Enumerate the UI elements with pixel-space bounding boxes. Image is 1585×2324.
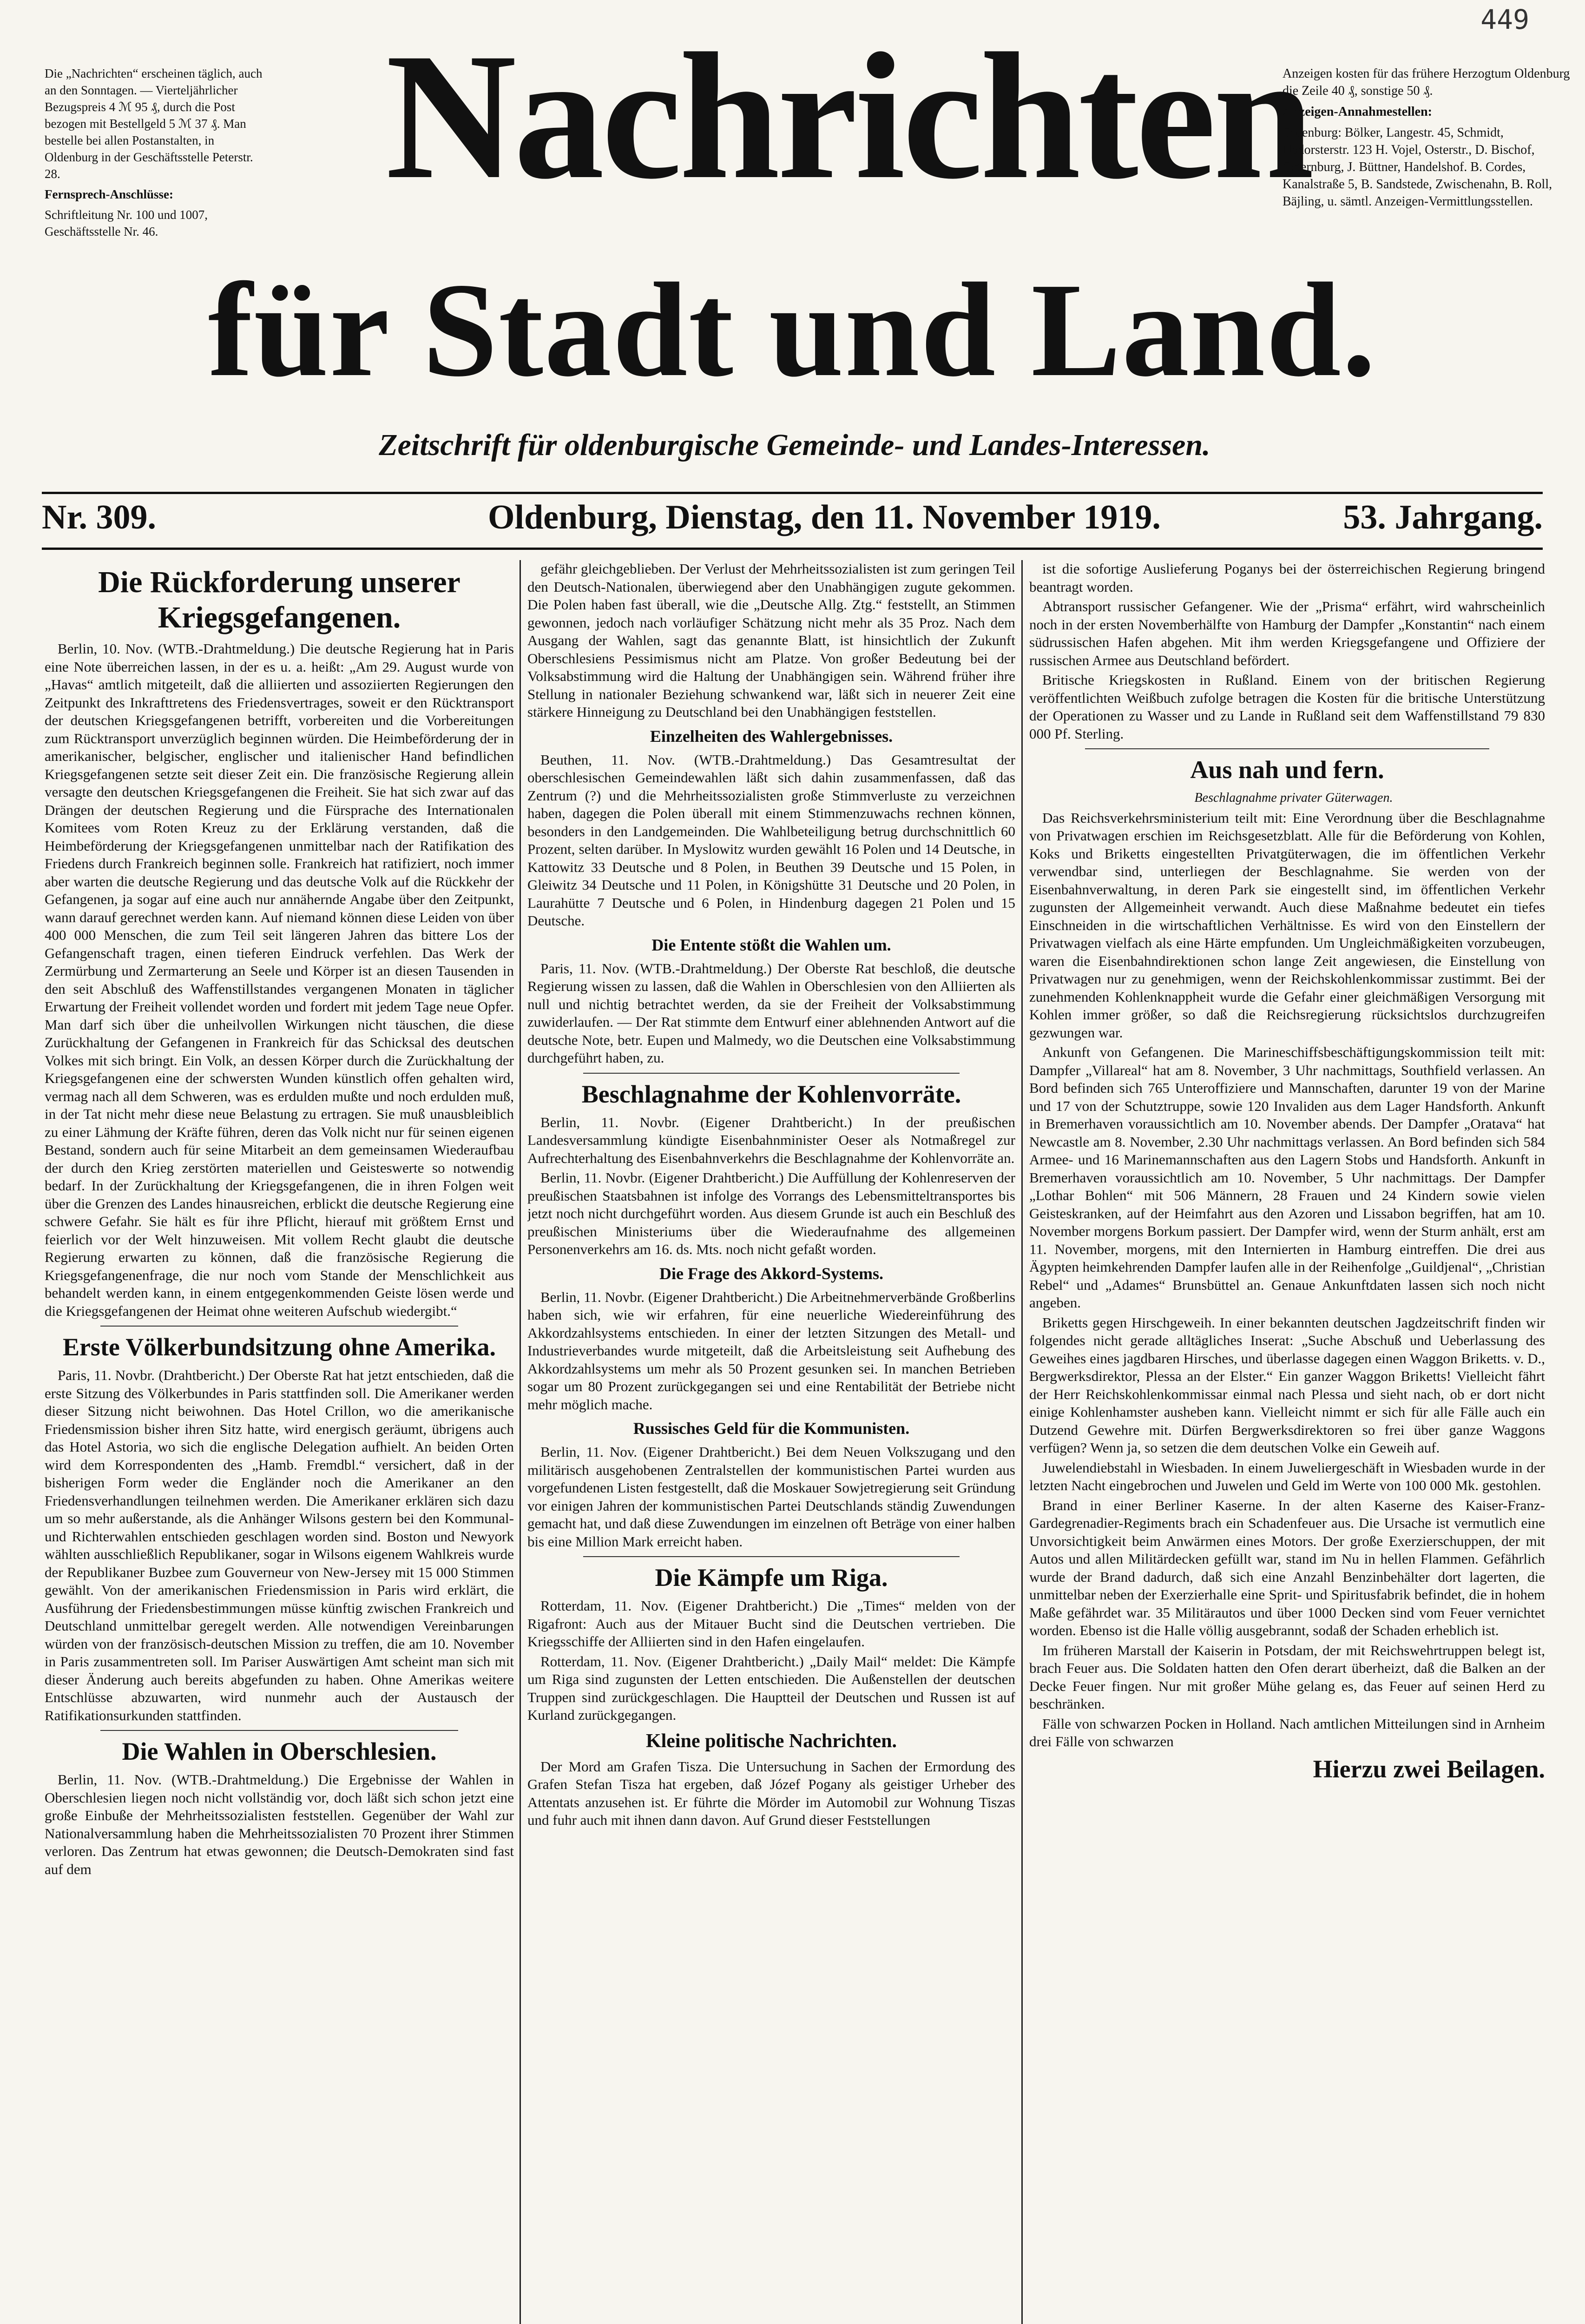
masthead-subtitle: Zeitschrift für oldenburgische Gemeinde- und Landes-Interessen. <box>379 428 1210 462</box>
section-heading-aus-nah-und-fern: Aus nah und fern. <box>1190 756 1384 784</box>
column-3 <box>1029 560 1545 2324</box>
article-heading-kohlenvorraete: Beschlagnahme der Kohlenvorräte. <box>581 1080 961 1108</box>
article-text: Im früheren Marstall der Kaiserin in Potsdam, der mit Reichswehrtruppen belegt ist, brach Feuer aus. Die Soldaten hatten den Ofen derart überheizt, daß die Balken an der Decke Feuer fingen. Nur mit großer Mühe gelang es, das Feuer auf seinen Herd zu beschränken. <box>1029 1642 1545 1712</box>
volume: 53. Jahrgang. <box>1343 498 1543 536</box>
article-text: ist die sofortige Auslieferung Poganys bei der österreichischen Regierung bringend beantragt worden. <box>1029 561 1545 595</box>
column-1 <box>45 560 514 2324</box>
ads-price-text: Anzeigen kosten für das frühere Herzogtum Oldenburg die Zeile 40 ₰, sonstige 50 ₰. <box>1282 66 1570 98</box>
article-text: Briketts gegen Hirschgeweih. In einer bekannten deutschen Jagdzeitschrift finden wir folgendes nicht gerade alltägliches Inserat: „Suche Abschuß und Ueberlassung des Geweihes eines jagdbaren Hirsches, und überlasse dagegen einen Waggon Briketts. v. D., Bergwerksdirektor, Plessa an der Elster.“ Ein ganzer Waggon Briketts! Vielleicht fährt der Herr Reichskohlenkommissar einmal nach Plessa und sieht nach, ob er dort nicht einige Kohlenhamster ausheben kann. Vielleicht nimmt er sich für alle Fälle auch ein Dutzend Gewehre mit. Dürfen Bergwerksdirektoren so frei über ganze Waggons verfügen? Wenn ja, so setzen die dem deutschen Volke ein Geweih auf. <box>1029 1314 1545 1456</box>
masthead-title-line2: für Stadt und Land. <box>208 255 1377 404</box>
article-text: Paris, 11. Novbr. (Drahtbericht.) Der Oberste Rat hat jetzt entschieden, daß die erste Sitzung des Völkerbundes in Paris stattfinden soll. Die Amerikaner werden dieser Sitzung nicht beiwohnen. Das Hotel Crillon, wo die amerikanische Friedensmission bisher ihren Sitz hatte, wird energisch geräumt, übrigens auch das Hotel Astoria, wo sich die englische Delegation aufhielt. An beiden Orten wird dem Korrespondenten des „Hamb. Fremdbl.“ versichert, daß in der bisherigen Form weder die Engländer noch die Amerikaner an den Friedensverhandlungen teilnehmen werden. Die Amerikaner erklären sich dazu um so mehr außerstande, als die Anhänger Wilsons gestern bei den Kommunal- und Richterwahlen entschieden geschlagen worden sind. Boston und Newyork wählten ausschließlich Republikaner, sogar in Wilsons eigenem Wahlkreis wurde der Republikaner Buzbee zum Gouverneur von New-Jersey mit 15 000 Stimmen gewählt. Von der amerikanischen Friedensmission in Paris wird erklärt, die Ausführung der Friedensbestimmungen müsse künftig zwischen Frankreich und Deutschland unmittelbar geregelt werden. Alle notwendigen Vereinbarungen würden von der französisch-deutschen Mission zu treffen, die am 10. November in Paris zusammentreten soll. Im Pariser Auswärtigen Amt scheint man sich mit dieser Änderung auch bereits abgefunden zu haben. Ohne Amerikas weitere Entschlüsse abzuwarten, wird nunmehr auch der Austausch der Ratifikationsurkunden stattfinden. <box>45 1367 514 1723</box>
article-text: Britische Kriegskosten in Rußland. Einem von der britischen Regierung veröffentlichten Weißbuch zufolge betragen die Kosten für die britische Unterstützung der Operationen zu Wasser und zu Lande in Rußland seit dem Waffenstillstand 79 830 000 Pf. Sterling. <box>1029 672 1545 742</box>
article-text: Das Reichsverkehrsministerium teilt mit: Eine Verordnung über die Beschlagnahme von Privatwagen erschien im Reichsgesetzblatt. Alle für die Beförderung von Kohlen, Koks und Briketts eingestellten Privatgüterwagen, die im öffentlichen Verkehr verwendbar sind, unterliegen der Beschlagnahme. Sie werden von der Eisenbahnverwaltung, in deren Park sie eingestellt sind, im öffentlichen Verkehr zugunsten der Allgemeinheit verwandt. Auch diese Maßnahme bedeutet ein tiefes Einschneiden in die wirtschaftlichen Verhältnisse. Es wird von den Einstellern der Privatwagen vielfach als eine Härte empfunden. Um Ungleichmäßigkeiten vorzubeugen, waren die Eisenbahndirektionen schon lange Zeit angewiesen, die Einstellung von Privatwagen nur zu genehmigen, wenn der Reichskohlenkommissar zustimmt. Bei der zunehmenden Kohlenknappheit wurde die Gefahr einer gleichmäßigen Versorgung mit Kohlen immer größer, so daß die Reichsregierung rücksichtslos durchzugreifen gezwungen war. <box>1029 809 1545 1041</box>
article-heading-kriegsgefangene: Die Rückforderung unserer Kriegsgefangenen. <box>98 565 460 634</box>
article-heading-wahlergebnis: Einzelheiten des Wahlergebnisses. <box>650 726 893 746</box>
article-heading-kleine-nachrichten: Kleine politische Nachrichten. <box>645 1730 897 1752</box>
article-text: Abtransport russischer Gefangener. Wie der „Prisma“ erfährt, wird wahrscheinlich noch in der ersten Novemberhälfte von Hamburg der Dampfer „Konstantin“ nach einem südrussischen Hafen abgehen. Mit ihm werden Kriegsgefangene und Offiziere der russischen Armee aus Deutschland befördert. <box>1029 598 1545 668</box>
article-text: Berlin, 11. Novbr. (Eigener Drahtbericht.) Die Arbeitnehmerverbände Großberlins haben sich, wie wir erfahren, für eine neuerliche Wiedereinführung des Akkordzahlsystems entschieden. In einer der letzten Sitzungen des Metall- und Industrieverbandes wurde mitgeteilt, daß die Arbeitsleistung seit Aufhebung des Akkordzahlsystems um mehr als 50 Prozent gesunken sei. In manchen Betrieben sogar um 80 Prozent zurückgegangen sei und eine Rentabilität der Betriebe nicht mehr möglich mache. <box>527 1288 1015 1413</box>
article-text: Ankunft von Gefangenen. Die Marineschiffsbeschäftigungskommission teilt mit: Dampfer „Villareal“ hat am 8. November, 3 Uhr nachmittags, Southfield verlassen. An Bord befinden sich 765 Unteroffiziere und Mannschaften, darunter 19 von der Marine und 17 von der Schutztruppe, sowie 120 Invaliden aus dem Lager Handsforth. Ankunft in Bremerhaven voraussichtlich am 10. November abends. Der Dampfer „Oratava“ hat Newcastle am 8. November, 2.30 Uhr nachmittags verlassen. An Bord befinden sich 584 Armee- und 16 Marinemannschaften aus den Lagern Stobs und Handsforth. Ankunft in Bremerhaven voraussichtlich am 10. November, 5 Uhr nachmittags. Der Dampfer „Lothar Bohlen“ mit 506 Männern, 28 Frauen und 24 Kindern sowie vielen Geisteskranken, auf der Heimfahrt aus den Azoren und Lissabon begriffen, hat am 10. November morgens Borkum passiert. Der Dampfer wird, wenn der Sturm anhält, erst am 11. November, morgens, mit den Internierten in Hamburg eintreffen. Die drei aus Ägypten heimkehrenden Dampfer laufen alle in der Reihenfolge „Guildjenal“, „Christian Rebel“ und „Adames“ Brunsbüttel an. Genaue Ankunftdaten lassen sich noch nicht angeben. <box>1029 1044 1545 1311</box>
phones-title: Fernsprech-Anschlüsse: <box>45 187 174 201</box>
masthead-rule-bottom <box>42 548 1543 550</box>
phones-text: Schriftleitung Nr. 100 und 1007, Geschäftsstelle Nr. 46. <box>45 208 208 238</box>
article-heading-oberschlesien: Die Wahlen in Oberschlesien. <box>122 1737 437 1765</box>
dateline: Oldenburg, Dienstag, den 11. November 1919. <box>488 498 1161 536</box>
article-heading-entente: Die Entente stößt die Wahlen um. <box>651 935 891 954</box>
article-heading-riga: Die Kämpfe um Riga. <box>655 1564 888 1591</box>
article-text: Berlin, 11. Novbr. (Eigener Drahtbericht.) Die Auffüllung der Kohlenreserven der preußischen Staatsbahnen ist infolge des Vorrangs des Lebensmitteltransportes bis jetzt noch nicht durchgeführt worden. Aus diesem Grunde ist auch ein Beschluß des preußischen Ministeriums über die Wiederaufnahme des allgemeinen Personenverkehrs am 16. ds. Mts. noch nicht gefaßt worden. <box>527 1169 1015 1257</box>
article-text: Beuthen, 11. Nov. (WTB.-Drahtmeldung.) Das Gesamtresultat der oberschlesischen Gemeindewahlen läßt sich dahin zusammenfassen, daß das Zentrum (?) und die Mehrheitssozialisten große Stimmverluste zu verzeichnen haben, dagegen die Polen überall mit einem Stimmenzuwachs rechnen können, besonders in den Landgemeinden. Die Wahlbeteiligung betrug durchschnittlich 60 Prozent, selten darüber. In Myslowitz wurden gewählt 16 Polen und 14 Deutsche, in Kattowitz 33 Deutsche und 8 Polen, in Beuthen 39 Deutsche und 15 Polen, in Gleiwitz 34 Deutsche und 11 Polen, in Königshütte 31 Deutsche und 20 Polen, in Laurahütte 7 Deutsche und 6 Polen, in Hindenburg dagegen 21 Polen und 15 Deutsche. <box>527 751 1015 929</box>
article-heading-voelkerbund: Erste Völkerbundsitzung ohne Amerika. <box>62 1333 496 1361</box>
article-text: Berlin, 10. Nov. (WTB.-Drahtmeldung.) Die deutsche Regierung hat in Paris eine Note überreichen lassen, in der es u. a. heißt: „Am 29. August wurde von „Havas“ amtlich mitgeteilt, daß die alliierten und assoziierten Regierungen den Zeitpunkt des Inkrafttretens des Friedensvertrages, soweit er den Rücktransport der deutschen Kriegsgefangenen betrifft, vorbereiten und die Vorbereitungen zum Rücktransport unverzüglich beginnen würden. Die Heimbeförderung der in amerikanischer, belgischer, englischer und italienischer Hand befindlichen Kriegsgefangenen setzte seit dieser Zeit ein. Die französische Regierung allein versagte den deutschen Kriegsgefangenen die Freiheit. Sie hat sich zwar auf das Drängen der deutschen Regierung und die Fürsprache des Internationalen Komitees vom Roten Kreuz zu der Erklärung verstanden, daß die Heimbeförderung der Kriegsgefangenen unmittelbar nach der Ratifikation des Friedens durch Frankreich beginnen solle. Frankreich hat ratifiziert, noch immer aber warten die deutsche Regierung und das deutsche Volk auf die Rückkehr der Gefangenen, ja sogar auf eine auch nur annähernde Angabe über den Zeitpunkt, wann darauf gerechnet werden kann. Auf niemand können diese Leiden von über 400 000 Menschen, die zum Teil seit längeren Jahren das bittere Los der Gefangenschaft tragen, einen tieferen Eindruck verfehlen. Das Werk der Zermürbung und Zermarterung an Seele und Körper ist an diesen Tausenden in den seit Abschluß des Waffenstillstandes vergangenen Monaten in täglicher Erwartung der Freiheit vollendet worden und fordert mit jedem Tage neue Opfer. Man darf sich über die unheilvollen Wirkungen nicht täuschen, die diese Zurückhaltung der Gefangenen in Frankreich für das Schicksal des deutschen Volkes mit sich bringt. Ein Volk, an dessen Körper durch die Zurückhaltung der Kriegsgefangenen eine der schwersten Wunden künstlich offen gehalten wird, vermag nach all dem Schweren, was es erdulden mußte und noch erdulden muß, in der Tat nicht mehr diese neue Belastung zu ertragen. Sie muß unausbleiblich zu einer Lähmung der Kräfte führen, deren das Volk nicht nur für seinen eigenen Bestand, sondern auch für seine Mitarbeit an dem gemeinsamen Wiederaufbau der durch den Krieg zerstörten materiellen und Geisteswerte so notwendig bedarf. In der Zurückhaltung der Kriegsgefangenen, die in ihren Folgen weit über die Grenzen des Landes hinausreichen, erblickt die deutsche Regierung eine schwere Gefahr. Sie hält es für ihre Pflicht, hierauf mit größtem Ernst und feierlich vor der Welt hinzuweisen. Mit vollem Recht glaubt die deutsche Regierung erwarten zu können, daß die französische Regierung die Kriegsgefangenenfrage, die nur noch vom Stande der Menschlichkeit aus behandelt werden kann, in einem entgegenkommenden Geiste lösen werde und die Kriegsgefangenen der Heimat ohne weiteren Aufschub wiedergibt.“ <box>45 640 514 1319</box>
article-text: Rotterdam, 11. Nov. (Eigener Drahtbericht.) „Daily Mail“ meldet: Die Kämpfe um Riga sind zugunsten der Letten entschieden. Die Außenstellen der deutschen Truppen sind zurückgeschlagen. Die Hauptteil der Deutschen und Russen ist auf Kurland zurückgegangen. <box>527 1653 1015 1723</box>
ads-box <box>1282 65 1571 214</box>
article-text: Der Mord am Grafen Tisza. Die Untersuchung in Sachen der Ermordung des Grafen Stefan Tisza hat ergeben, daß Józef Pogany als geistiger Urheber des Attentats anzusehen ist. Er führte die Mörder im Automobil zur Wohnung Tiszas und fuhr auch mit ihnen dann davon. Auf Grund dieser Feststellungen <box>527 1758 1015 1828</box>
subscription-text: Die „Nachrichten“ erscheinen täglich, auch an den Sonntagen. — Vierteljährlicher Bezugspreis 4 ℳ 95 ₰, durch die Post bezogen mit Bestellgeld 5 ℳ 37 ₰. Man bestelle bei allen Postanstalten, in Oldenburg in der Geschäftsstelle Peterstr. 28. <box>45 66 263 181</box>
article-text: Juwelendiebstahl in Wiesbaden. In einem Juweliergeschäft in Wiesbaden wurde in der letzten Nacht eingebrochen und Juwelen und Geld im Werte von 100 000 Mk. gestohlen. <box>1029 1459 1545 1493</box>
ads-places-text: Oldenburg: Bölker, Langestr. 45, Schmidt, Nadorsterstr. 123 H. Vojel, Osterstr., D. Bischof, Osternburg, J. Büttner, Handelshof. B. Cordes, Kanalstraße 5, B. Sandstede, Zwischenahn, B. Roll, Bäjling, u. sämtl. Anzeigen-Vermittlungsstellen. <box>1282 125 1552 209</box>
subscription-box <box>45 65 263 244</box>
masthead-issue-line <box>42 495 1543 546</box>
separator <box>583 1073 960 1074</box>
separator <box>100 1730 458 1731</box>
masthead-title-line1: Nachrichten <box>386 16 1311 217</box>
article-heading-akkord: Die Frage des Akkord-Systems. <box>659 1264 883 1283</box>
page-number: 449 <box>1480 4 1529 35</box>
issue-number: Nr. 309. <box>42 498 156 536</box>
masthead-rule-top <box>42 492 1543 494</box>
article-text: Paris, 11. Nov. (WTB.-Drahtmeldung.) Der Oberste Rat beschloß, die deutsche Regierung wissen zu lassen, daß die Wahlen in Oberschlesien von den Alliierten als null und nichtig betrachtet werden, da sie der Freiheit der Volksabstimmung zuwiderlaufen. — Der Rat stimmte dem Entwurf einer ablehnenden Antwort auf die deutsche Note, betr. Eupen und Malmedy, wo die Deutschen eine Volksabstimmung durchgeführt haben, zu. <box>527 960 1015 1066</box>
column-divider-2 <box>1021 560 1023 2324</box>
article-heading-russisches-geld: Russisches Geld für die Kommunisten. <box>633 1419 910 1438</box>
ads-title: Anzeigen-Annahmestellen: <box>1282 105 1432 119</box>
article-text: Fälle von schwarzen Pocken in Holland. Nach amtlichen Mitteilungen sind in Arnheim drei Fälle von schwarzen <box>1029 1715 1545 1750</box>
separator <box>1085 748 1489 749</box>
separator <box>100 1326 458 1327</box>
separator <box>583 1556 960 1557</box>
article-text: Berlin, 11. Novbr. (Eigener Drahtbericht.) In der preußischen Landesversammlung kündigte Eisenbahnminister Oeser als Notmaßregel zur Aufrechterhaltung des Eisenbahnverkehrs die Beschlagnahme der Kohlenvorräte an. <box>527 1114 1015 1166</box>
article-text: Brand in einer Berliner Kaserne. In der alten Kaserne des Kaiser-Franz-Gardegrenadier-Regiments brach ein Schadenfeuer aus. Die Ursache ist vermutlich eine Unvorsichtigkeit beim Anwärmen eines Motors. Der große Exerzierschuppen, der mit Autos und allen Militärdecken gefüllt war, stand im Nu in hellen Flammen. Gefährlich wurde der Brand dadurch, daß sich eine Anzahl Benzinbehälter dort lagerten, die unmittelbar neben der Exerzierhalle eine Sprit- und Spiritusfabrik befindet, die in hohem Maße gefährdet war. 35 Militärautos und über 1000 Decken sind vom Feuer vernichtet worden. Ebenso ist die Halle völlig ausgebrannt, sodaß der Schaden erheblich ist. <box>1029 1497 1545 1638</box>
column-divider-1 <box>520 560 521 2324</box>
article-subheading: Beschlagnahme privater Güterwagen. <box>1194 791 1393 805</box>
article-text: Rotterdam, 11. Nov. (Eigener Drahtbericht.) Die „Times“ melden von der Rigafront: Auch aus der Mitauer Bucht sind die Deutschen vertrieben. Die Kriegsschiffe der Alliierten sind in den Hafen eingelaufen. <box>527 1598 1015 1650</box>
article-text: gefähr gleichgeblieben. Der Verlust der Mehrheitssozialisten ist zum geringen Teil den Deutsch-Nationalen, überwiegend aber den Unabhängigen zugute gekommen. Die Polen haben fast überall, wie die „Deutsche Allg. Ztg.“ feststellt, an Stimmen gewonnen, jedoch nach vorläufiger Schätzung nicht mehr als 35 Proz. Nach dem Ausgang der Wahlen, sagt das genannte Blatt, ist hinsichtlich der Zukunft Oberschlesiens Pessimismus nicht am Platze. Von großer Bedeutung bei der Volksabstimmung wird die Haltung der Unabhängigen sein. Während früher ihre Stellung in nationaler Beziehung schwankend war, läßt sich in neuerer Zeit eine stärkere Hinneigung zu Deutschland bei den Unabhängigen feststellen. <box>527 561 1015 720</box>
supplements-note: Hierzu zwei Beilagen. <box>1313 1755 1545 1783</box>
article-text: Berlin, 11. Nov. (Eigener Drahtbericht.) Bei dem Neuen Volkszugang und den militärisch ausgehobenen Zentralstellen der kommunistischen Partei wurden aus vorgefundenen Listen festgestellt, daß die Moskauer Sowjetregierung seit Gründung vor einigen Jahren der kommunistischen Partei Deutschlands ständig Zuwendungen gemacht hat, und daß diese Zuwendungen im einzelnen oft Beträge von einer halben bis eine Million Mark erreicht haben. <box>527 1444 1015 1550</box>
article-text: Berlin, 11. Nov. (WTB.-Drahtmeldung.) Die Ergebnisse der Wahlen in Oberschlesien liegen noch nicht vollständig vor, doch läßt sich schon jetzt eine große Einbuße der Mehrheitssozialisten feststellen. Gegenüber der Wahl zur Nationalversammlung haben die Mehrheitssozialisten 70 Prozent ihrer Stimmen verloren. Das Zentrum hat etwas gewonnen; die Deutsch-Demokraten sind fast auf dem <box>45 1771 514 1877</box>
column-2 <box>527 560 1015 2324</box>
